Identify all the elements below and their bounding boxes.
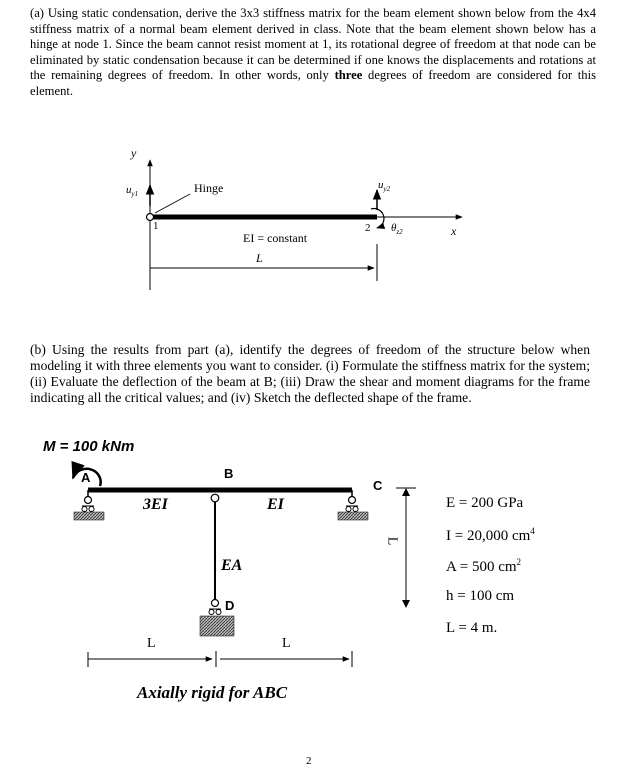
ei-constant-label: EI = constant <box>243 231 308 245</box>
property-i: I = 20,000 $cm^4$ <box>446 526 535 544</box>
part-a-suffix: degrees of freedom are considered for this element. <box>30 68 596 98</box>
moment-label: M = 100 kNm <box>43 438 135 455</box>
height-arrow-top <box>402 488 410 496</box>
height-arrow-bottom <box>402 600 410 608</box>
support-c <box>338 490 368 520</box>
ea-label: EA <box>221 557 243 574</box>
span-right-label: L <box>282 636 291 651</box>
part-a-emphasis: three <box>334 68 363 83</box>
x-axis-label: x <box>451 224 457 238</box>
ei-left-label: 3EI <box>143 496 168 513</box>
node-c-label: C <box>373 478 383 493</box>
property-a: A = 500 $cm^2$ <box>446 557 522 575</box>
hinge-label: Hinge <box>194 181 224 195</box>
ei-right-label: EI <box>267 496 284 513</box>
part-a-prefix: (a) Using static condensation, derive the 3x3 stiffness matrix for the beam element shown below from the 4x4 stiffness matrix of a normal beam element derived in class. Note that the beam element shown below has a hinge at node 1. Since the beam cannot resist moment at 1, its rotational degree of freedom at that node can be eliminated by static condensation because it can be determined if one knows the displacements and rotations at the remaining degrees of freedom. In other words, only <box>30 6 596 83</box>
y-axis-label: y <box>131 146 137 160</box>
node-b-label: B <box>224 466 234 481</box>
property-h: h = 100 cm <box>446 588 515 604</box>
node-a-label: A <box>81 470 91 485</box>
support-a <box>74 490 104 520</box>
hinge-leader <box>155 194 190 213</box>
node2-label: 2 <box>365 222 371 234</box>
part-b-text: (b) Using the results from part (a), identify the degrees of freedom of the structure below when modeling it with three elements you want to consider. (i) Formulate the stiffness matrix for the system; (ii) Evaluate the deflection of the beam at B; (iii) Draw the shear and moment diagrams for the frame indicating all the critical values; and (iv) Sketch the deflected shape of the frame. <box>30 342 590 405</box>
hinge-b <box>211 494 219 502</box>
node-d-label: D <box>225 598 235 613</box>
uy1-label: $u_{y1}$ <box>126 184 139 199</box>
page-number: 2 <box>306 755 312 767</box>
theta-label: $\theta_{z2}$ <box>391 222 403 237</box>
property-l: L = 4 m. <box>446 620 498 636</box>
property-e: E = 200 GPa <box>446 495 524 511</box>
span-left-label: L <box>147 636 156 651</box>
length-label-a: L <box>256 251 263 265</box>
height-label: L <box>384 536 400 546</box>
uy2-label: $u_{y2}$ <box>378 179 391 194</box>
caption-axially-rigid: Axially rigid for ABC <box>137 683 288 702</box>
node1-label: 1 <box>153 220 159 232</box>
